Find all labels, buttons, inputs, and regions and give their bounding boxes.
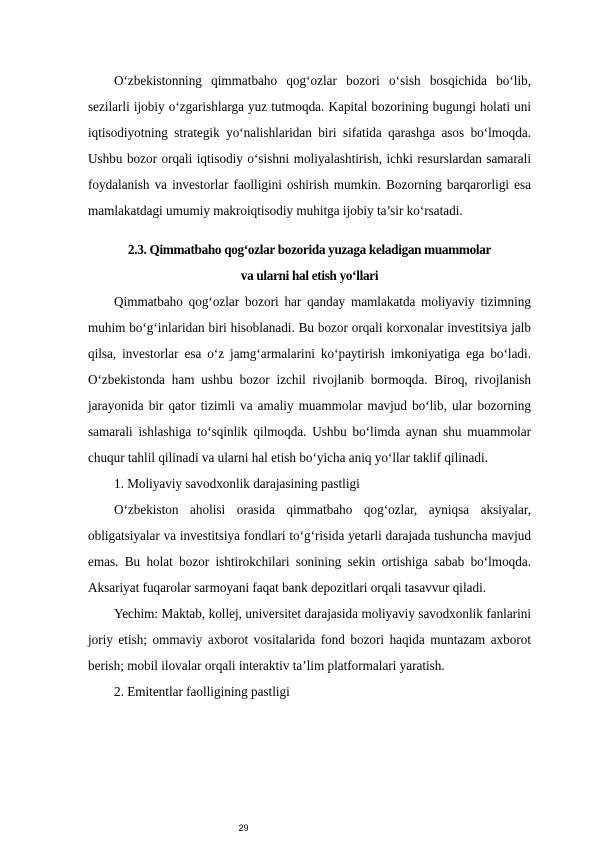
page-number: [0, 823, 595, 833]
item-1-title: 1. Moliyaviy savodxonlik darajasining pastligi: [114, 476, 360, 491]
section-heading-line1: 2.3. Qimmatbaho qog‘ozlar bozorida yuzaga keladigan muammolar: [127, 242, 492, 257]
section-heading-line2: va ularni hal etish yo‘llari: [240, 268, 379, 283]
item-2-title: 2. Emitentlar faolligining pastligi: [114, 684, 290, 699]
section-body-paragraph: Qimmatbaho qog‘ozlar bozori har qanday mamlakatda moliyaviy tizimning muhim bo‘g‘inlaridan biri hisoblanadi. Bu bozor orqali korxonalar investitsiya jalb qilsa, investorlar esa o‘z jamg‘armalarini ko‘paytirish imkoniyatiga ega bo‘ladi. O‘zbekistonda ham ushbu bozor izchil rivojlanib bormoqda. Biroq, rivojlanish jarayonida bir qator tizimli va amaliy muammolar mavjud bo‘lib, ular bozorning samarali ishlashiga to‘sqinlik qilmoqda. Ushbu bo‘limda aynan shu muammolar chuqur tahlil qilinadi va ularni hal etish bo‘yicha aniq yo‘llar taklif qilinadi.: [88, 294, 531, 465]
item-1-solution: Yechim: Maktab, kollej, universitet darajasida moliyaviy savodxonlik fanlarini joriy etish; ommaviy axborot vositalarida fond bozori haqida muntazam axborot berish; mobil ilovalar orqali interaktiv ta’lim platformalari yaratish.: [88, 606, 531, 673]
section-heading: [88, 237, 531, 289]
page-number-text: 29: [238, 823, 249, 833]
intro-paragraph: O‘zbekistonning qimmatbaho qog‘ozlar bozori o‘sish bosqichida bo‘lib, sezilarli ijobiy o‘zgarishlarga yuz tutmoqda. Kapital bozorining bugungi holati uni iqtisodiyotning strategik yo‘nalishlaridan biri sifatida qarashga asos bo‘lmoqda. Ushbu bozor orqali iqtisodiy o‘sishni moliyalashtirish, ichki resurslardan samarali foydalanish va investorlar faolligini oshirish mumkin. Bozorning barqarorligi esa mamlakatdagi umumiy makroiqtisodiy muhitga ijobiy ta’sir ko‘rsatadi.: [88, 73, 531, 218]
item-1-body: O‘zbekiston aholisi orasida qimmatbaho qog‘ozlar, ayniqsa aksiyalar, obligatsiyalar va investitsiya fondlari to‘g‘risida yetarli darajada tushuncha mavjud emas. Bu holat bozor ishtirokchilari sonining sekin ortishiga sabab bo‘lmoqda. Aksariyat fuqarolar sarmoyani faqat bank depozitlari orqali tasavvur qiladi.: [88, 502, 531, 595]
document-page: [88, 68, 531, 705]
